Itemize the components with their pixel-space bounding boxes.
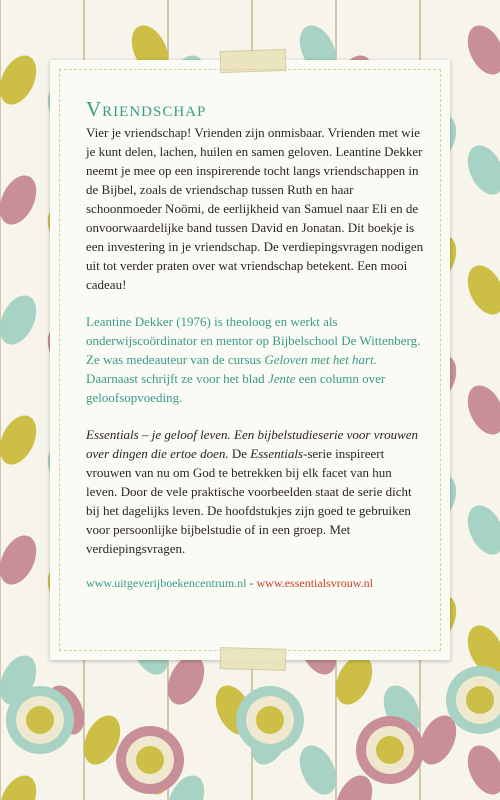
tape-bottom — [220, 647, 287, 671]
magazine-title: Jente — [267, 371, 296, 386]
link-separator: - — [246, 576, 257, 590]
bio-text-1: Leantine Dekker (1976) is theoloog en werkt als onderwijscoördinator en mentor op Bijbelschool De Wittenberg. Ze was medeauteur van de cursus — [86, 314, 421, 367]
bio-text-3: een column over geloofsopvoeding. — [86, 371, 386, 405]
leaf-shape — [461, 380, 500, 441]
flower-center — [136, 746, 164, 774]
website-links — [86, 574, 426, 593]
essentials-link[interactable]: www.essentialsvrouw.nl — [256, 576, 373, 590]
leaf-shape — [0, 50, 43, 111]
leaf-shape — [461, 20, 500, 81]
author-bio — [86, 312, 426, 407]
leaf-shape — [0, 530, 43, 591]
intro-paragraph: Vier je vriendschap! Vrienden zijn onmisbaar. Vrienden met wie je kunt delen, lachen, huilen en samen geloven. Leantine Dekker neemt je mee op een inspirerende tocht langs vriendschappen in de Bijbel, zoals de vriendschap tussen Ruth en haar schoonmoeder Noömi, de eerlijkheid van Samuel naar Eli en de onvoorwaardelijke band tussen David en Jonatan. Dit boekje is een investering in je vriendschap. De verdiepingsvragen nodigen uit tot verder praten over wat vriendschap betekent. Een mooi cadeau! — [86, 125, 424, 292]
leaf-shape — [0, 170, 43, 231]
publisher-link[interactable]: www.uitgeverijboekencentrum.nl — [86, 576, 247, 590]
flower-center — [26, 706, 54, 734]
leaf-shape — [461, 740, 500, 800]
series-tagline: Essentials – je geloof leven. Een bijbelstudieserie voor vrouwen over dingen die ertoe doen. — [86, 427, 419, 461]
leaf-shape — [0, 410, 43, 471]
series-description — [86, 425, 426, 558]
bio-text-2: Daarnaast schrijft ze voor het blad — [86, 371, 268, 386]
text-card — [50, 60, 450, 660]
leaf-shape — [0, 290, 43, 351]
series-text-1: De — [228, 446, 251, 461]
leaf-shape — [461, 140, 500, 201]
page-title: Vriendschap — [86, 97, 207, 121]
leaf-shape — [0, 770, 43, 800]
series-name: Essentials — [250, 446, 303, 461]
flower-center — [466, 686, 494, 714]
card-content — [86, 97, 426, 593]
flower-center — [376, 736, 404, 764]
flower-center — [256, 706, 284, 734]
course-title: Geloven met het hart. — [264, 352, 377, 367]
series-text-2: -serie inspireert vrouwen van nu om God te betrekken bij elk facet van hun leven. Door de vele praktische voorbeelden staat de serie dicht bij het dagelijks leven. De hoofdstukjes zijn goed te gebruiken voor persoonlijke bijbelstudie of in een groep. Met verdiepingsvragen. — [86, 446, 412, 556]
leaf-shape — [461, 500, 500, 561]
leaf-shape — [461, 260, 500, 321]
